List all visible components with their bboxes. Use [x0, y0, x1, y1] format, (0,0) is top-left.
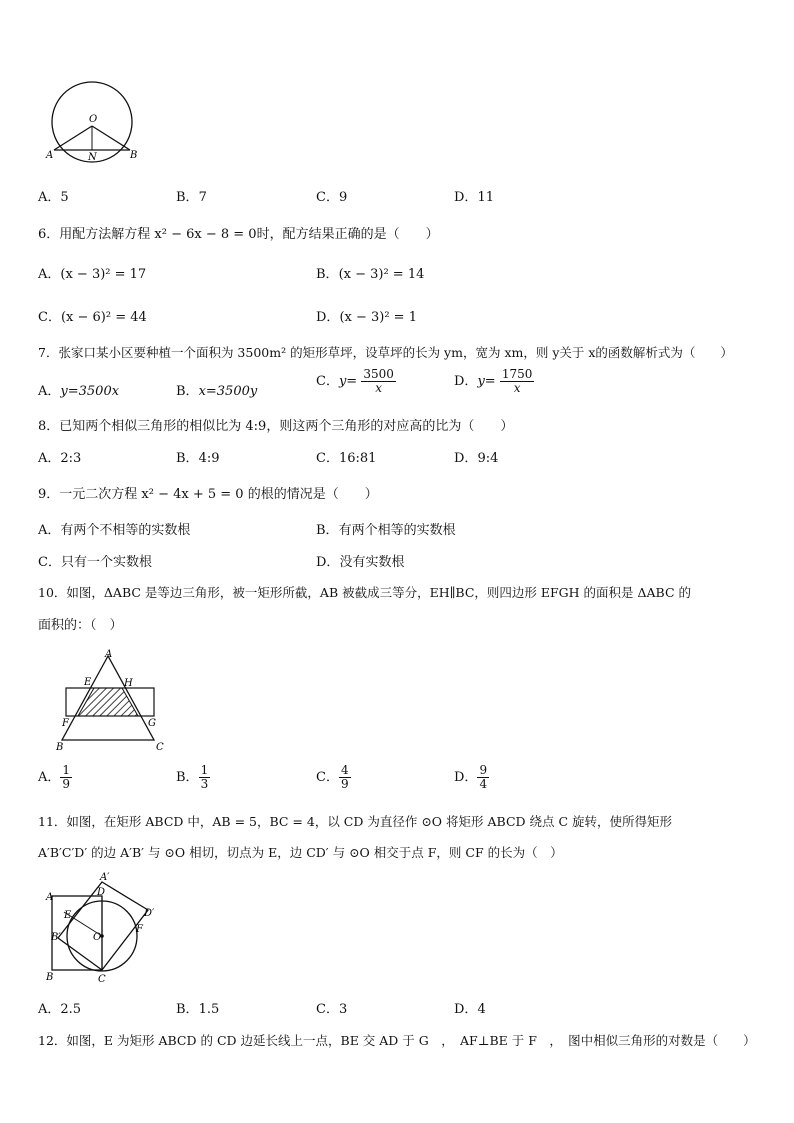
q7-option-c: C．y= $\frac{3500}{x}$ — [316, 367, 394, 396]
q12-stem: 12．如图，E 为矩形 ABCD 的 CD 边延长线上一点，BE 交 AD 于 G ， AF⊥BE 于 F ， 图中相似三角形的对数是（ ） — [38, 1033, 756, 1048]
rotated-rectangle-circle-figure — [40, 868, 165, 986]
label-b-prime: B′ — [51, 932, 61, 943]
q11-option-b: B．1.5 — [176, 1002, 220, 1017]
label-b: B — [56, 742, 64, 752]
label-o: O — [89, 114, 98, 125]
q8-stem: 8．已知两个相似三角形的相似比为 4:9，则这两个三角形的对应高的比为（ ） — [38, 419, 514, 434]
label-h: H — [124, 678, 133, 689]
label-a: A — [46, 150, 54, 161]
fraction: $\frac{1}{3}$ — [200, 763, 209, 792]
fraction: $\frac{1}{9}$ — [62, 763, 71, 792]
q9-option-a: A．有两个不相等的实数根 — [38, 523, 191, 538]
q5-option-c: C．9 — [316, 190, 348, 205]
circle-figure — [44, 80, 140, 170]
q7-option-d: D．y= $\frac{1750}{x}$ — [454, 367, 533, 396]
q7-option-b: B．x=3500y — [176, 384, 258, 399]
q6-option-b: B．(x − 3)² = 14 — [316, 267, 425, 282]
label-d: D — [97, 887, 106, 898]
label-e: E — [64, 910, 72, 921]
q5-option-a: A．5 — [38, 190, 69, 205]
label-f: F — [62, 718, 69, 729]
q11-stem-line2: A′B′C′D′ 的边 A′B′ 与 ⊙O 相切，切点为 E，边 CD′ 与 ⊙O 相交于点 F，则 CF 的长为（ ） — [38, 845, 563, 860]
fraction: $\frac{4}{9}$ — [340, 763, 349, 792]
q7-option-a: A．y=3500x — [38, 384, 120, 399]
q10-option-a: A． $\frac{1}{9}$ — [38, 763, 71, 792]
label-e: E — [84, 677, 92, 688]
q7-stem: 7．张家口某小区要种植一个面积为 3500m² 的矩形草坪，设草坪的长为 ym，宽为 xm，则 y关于 x的函数解析式为（ ） — [38, 345, 733, 360]
q10-stem-line2: 面积的：（ ） — [38, 618, 123, 633]
label-d-prime: D′ — [144, 908, 155, 919]
q8-option-a: A．2:3 — [38, 451, 82, 466]
label-b: B — [46, 972, 54, 983]
q11-option-c: C．3 — [316, 1002, 348, 1017]
q9-option-d: D．没有实数根 — [316, 555, 405, 570]
q10-option-c: C． $\frac{4}{9}$ — [316, 763, 349, 792]
radius-ob — [92, 126, 130, 150]
fraction: $\frac{1750}{x}$ — [501, 367, 533, 396]
q8-option-d: D．9:4 — [454, 451, 499, 466]
label-g: G — [148, 718, 156, 729]
q10-option-d: D． $\frac{9}{4}$ — [454, 763, 488, 792]
q10-stem-line1: 10．如图，ΔABC 是等边三角形，被一矩形所截，AB 被截成三等分，EH∥BC，则四边形 EFGH 的面积是 ΔABC 的 — [38, 585, 691, 600]
q9-option-c: C．只有一个实数根 — [38, 555, 152, 570]
label-f: F — [136, 924, 143, 935]
q9-stem: 9．一元二次方程 x² − 4x + 5 = 0 的根的情况是（ ） — [38, 487, 378, 502]
label-c: C — [156, 742, 164, 752]
label-a: A — [46, 892, 54, 903]
q6-option-a: A．(x − 3)² = 17 — [38, 267, 147, 282]
label-c: C — [98, 974, 106, 985]
q6-stem: 6．用配方法解方程 x² − 6x − 8 = 0时，配方结果正确的是（ ） — [38, 227, 439, 242]
label-b: B — [130, 150, 138, 161]
fraction: $\frac{9}{4}$ — [479, 763, 488, 792]
q6-option-d: D．(x − 3)² = 1 — [316, 310, 417, 325]
label-n: N — [88, 152, 97, 163]
q8-option-b: B．4:9 — [176, 451, 220, 466]
q6-option-c: C．(x − 6)² = 44 — [38, 310, 147, 325]
q5-option-d: D．11 — [454, 190, 494, 205]
q11-option-a: A．2.5 — [38, 1002, 82, 1017]
q11-option-d: D．4 — [454, 1002, 486, 1017]
q10-option-b: B． $\frac{1}{3}$ — [176, 763, 209, 792]
label-a: A — [105, 649, 113, 660]
q11-stem-line1: 11．如图，在矩形 ABCD 中，AB = 5，BC = 4，以 CD 为直径作 ⊙O 将矩形 ABCD 绕点 C 旋转，使所得矩形 — [38, 814, 673, 829]
fraction: $\frac{3500}{x}$ — [363, 367, 394, 396]
q9-option-b: B．有两个相等的实数根 — [316, 523, 456, 538]
label-a-prime: A′ — [100, 872, 110, 883]
q5-option-b: B．7 — [176, 190, 207, 205]
q8-option-c: C．16:81 — [316, 451, 377, 466]
label-o: O — [93, 932, 102, 943]
shaded-quadrilateral-efgh — [78, 688, 138, 716]
triangle-rectangle-figure — [54, 648, 174, 752]
radius-oa — [54, 126, 92, 150]
